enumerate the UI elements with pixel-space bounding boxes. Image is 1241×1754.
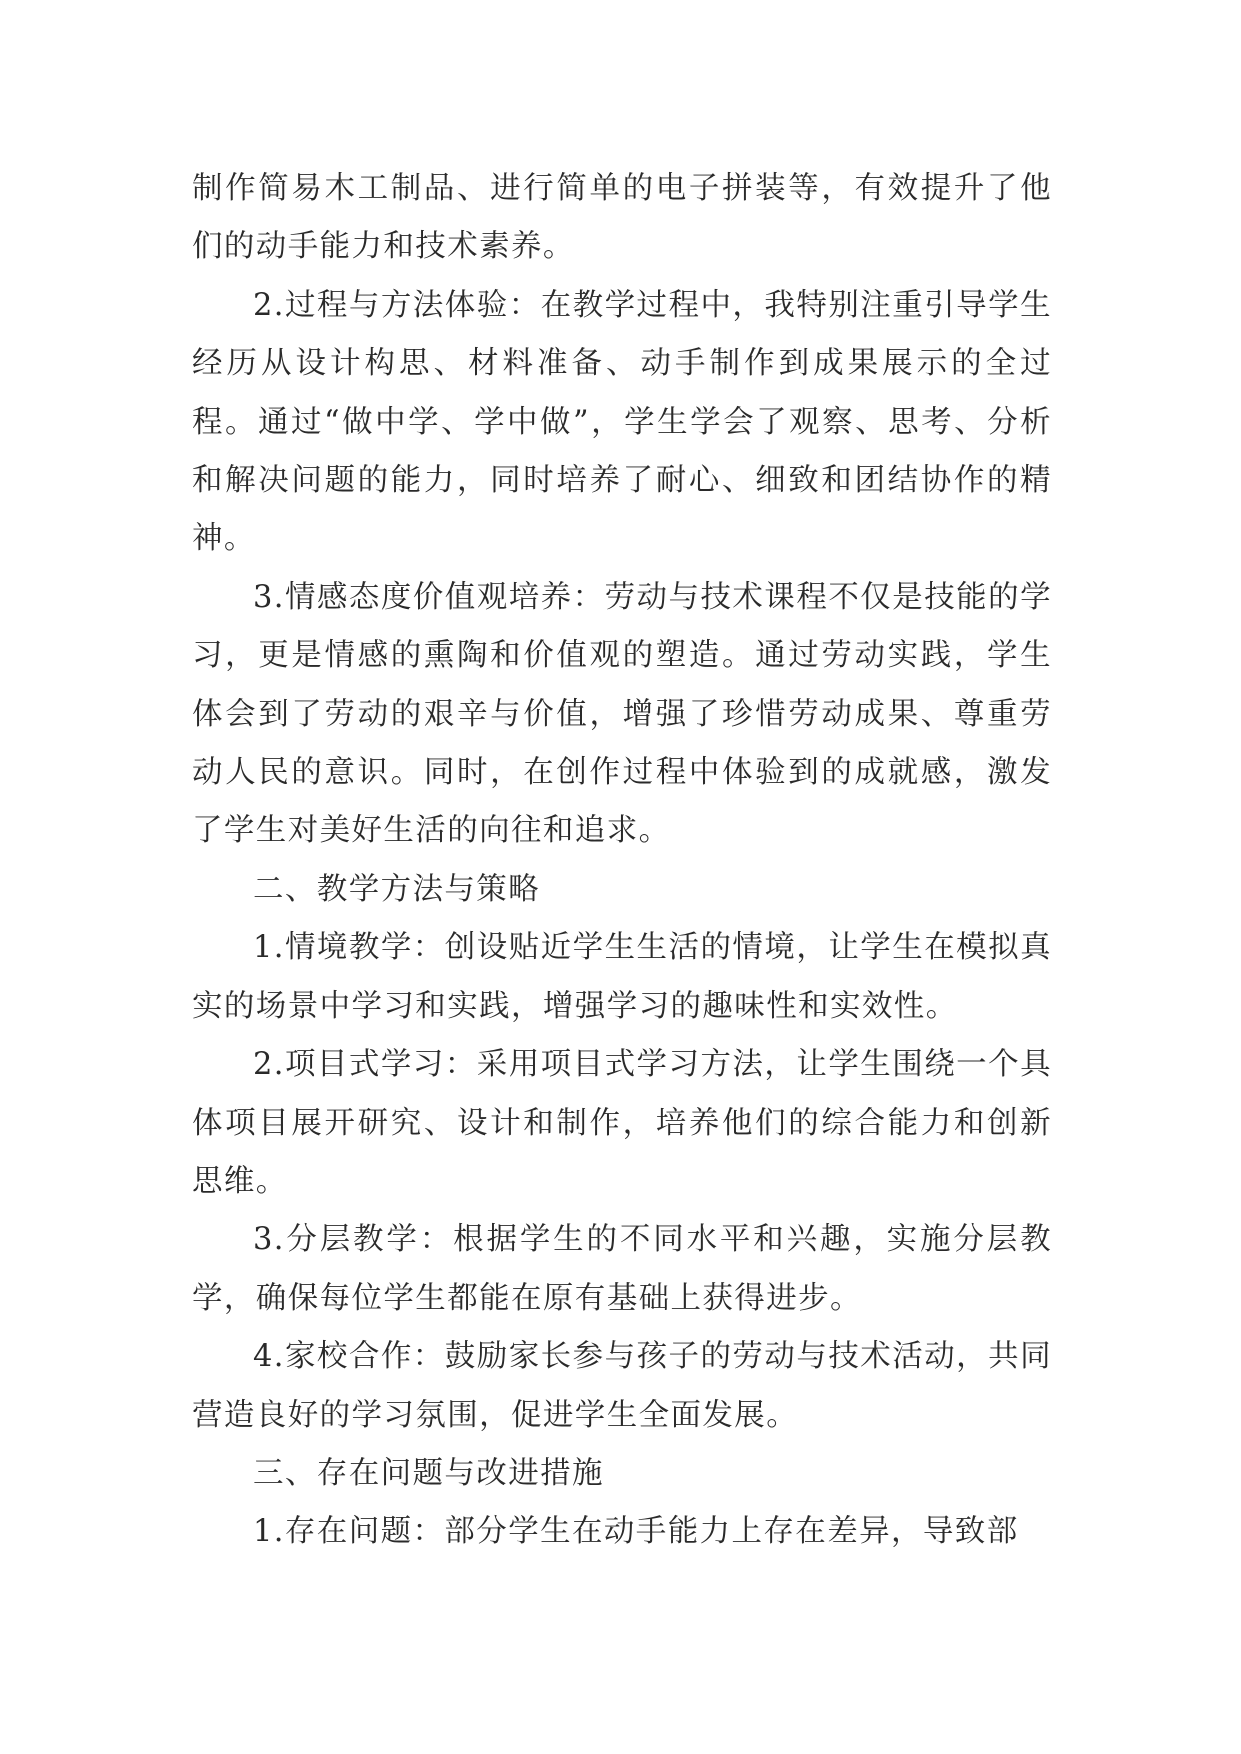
paragraph-emotion-values: 3.情感态度价值观培养：劳动与技术课程不仅是技能的学习，更是情感的熏陶和价值观的塑造。通过劳动实践，学生体会到了劳动的艰辛与价值，增强了珍惜劳动成果、尊重劳动人民的意识。同时，在创作过程中体验到的成就感，激发了学生对美好生活的向往和追求。 (192, 579, 1052, 849)
paragraph-situational-teaching: 1.情境教学：创设贴近学生生活的情境，让学生在模拟真实的场景中学习和实践，增强学习的趣味性和实效性。 (192, 930, 1052, 1024)
document-body (192, 160, 1052, 1562)
paragraph-continuation: 制作简易木工制品、进行简单的电子拼装等，有效提升了他们的动手能力和技术素养。 (192, 171, 1052, 265)
section-heading-teaching-methods: 二、教学方法与策略 (253, 871, 541, 907)
paragraph-existing-problems: 1.存在问题：部分学生在动手能力上存在差异，导致部 (253, 1514, 1019, 1550)
section-heading-problems: 三、存在问题与改进措施 (253, 1455, 604, 1491)
paragraph-project-learning: 2.项目式学习：采用项目式学习方法，让学生围绕一个具体项目展开研究、设计和制作，培养他们的综合能力和创新思维。 (192, 1047, 1052, 1199)
paragraph-layered-teaching: 3.分层教学：根据学生的不同水平和兴趣，实施分层教学，确保每位学生都能在原有基础上获得进步。 (192, 1222, 1052, 1316)
paragraph-home-school: 4.家校合作：鼓励家长参与孩子的劳动与技术活动，共同营造良好的学习氛围，促进学生全面发展。 (192, 1339, 1052, 1433)
paragraph-process-method: 2.过程与方法体验：在教学过程中，我特别注重引导学生经历从设计构思、材料准备、动手制作到成果展示的全过程。通过“做中学、学中做”，学生学会了观察、思考、分析和解决问题的能力，同时培养了耐心、细致和团结协作的精神。 (192, 287, 1052, 557)
